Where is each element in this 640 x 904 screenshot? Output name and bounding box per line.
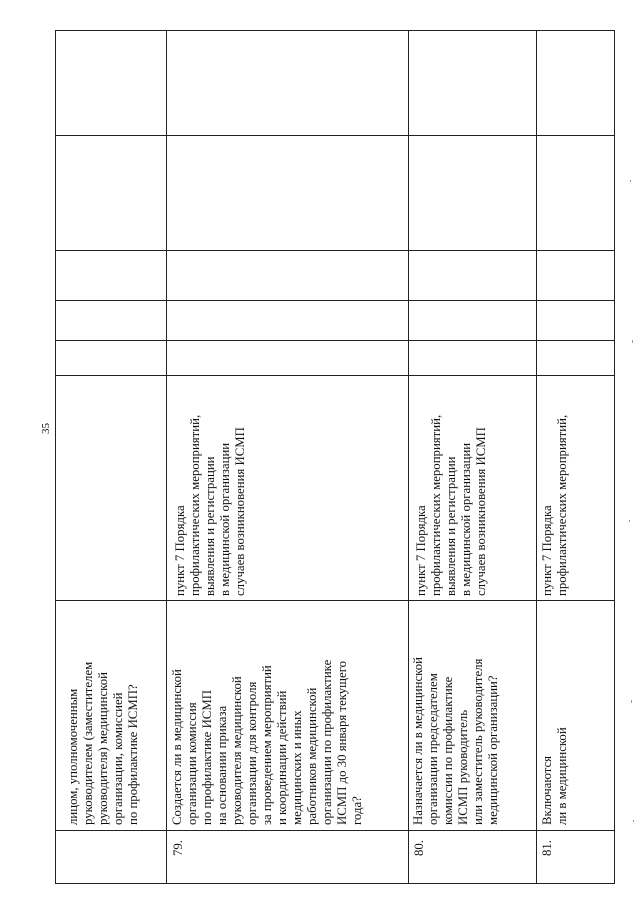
scan-artifact [632,340,633,343]
row-question: Включаются ли в медицинской [540,727,569,825]
row-reference: пункт 7 Порядка профилактических мероприятий, выявления и регистрации в медицинской организации случаев возникновения ИСМП [414,414,488,596]
row-question: Создается ли в медицинской организации комиссия по профилактике ИСМП на основании приказа руководителя медицинской организации для контроля за проведением мероприятий и координации действий медицинских и иных работников медицинской организации по профилактике ИСМП до 30 января текущего года? [170,659,364,825]
checklist-table [55,30,615,884]
column-divider [56,830,614,831]
column-divider [56,340,614,341]
scan-artifact [633,820,634,822]
column-divider [56,135,614,136]
row-number: 81. [540,840,554,856]
row-number: 80. [412,840,426,856]
column-divider [56,600,614,601]
row-question: Назначается ли в медицинской организации председателем комиссии по профилактике ИСМП руководитель или заместитель руководителя медицинской организации? [411,657,500,825]
column-divider [56,250,614,251]
column-divider [56,300,614,301]
scan-artifact [629,520,630,522]
page-number: 35 [40,423,52,434]
row-divider [408,30,409,884]
row-question: лицом, уполномоченным руководителем (заместителем руководителя) медицинской организации, комиссией по профилактике ИСМП? [66,661,140,825]
scan-artifact [630,180,631,182]
column-divider [56,375,614,376]
row-reference: пункт 7 Порядка профилактических мероприятий, выявления и регистрации в медицинской организации случаев возникновения ИСМП [173,414,247,596]
row-divider [536,30,537,884]
row-divider [166,30,167,884]
scan-artifact [631,700,632,703]
row-number: 79. [171,840,185,856]
row-reference: пункт 7 Порядка профилактических мероприятий, [540,414,569,596]
